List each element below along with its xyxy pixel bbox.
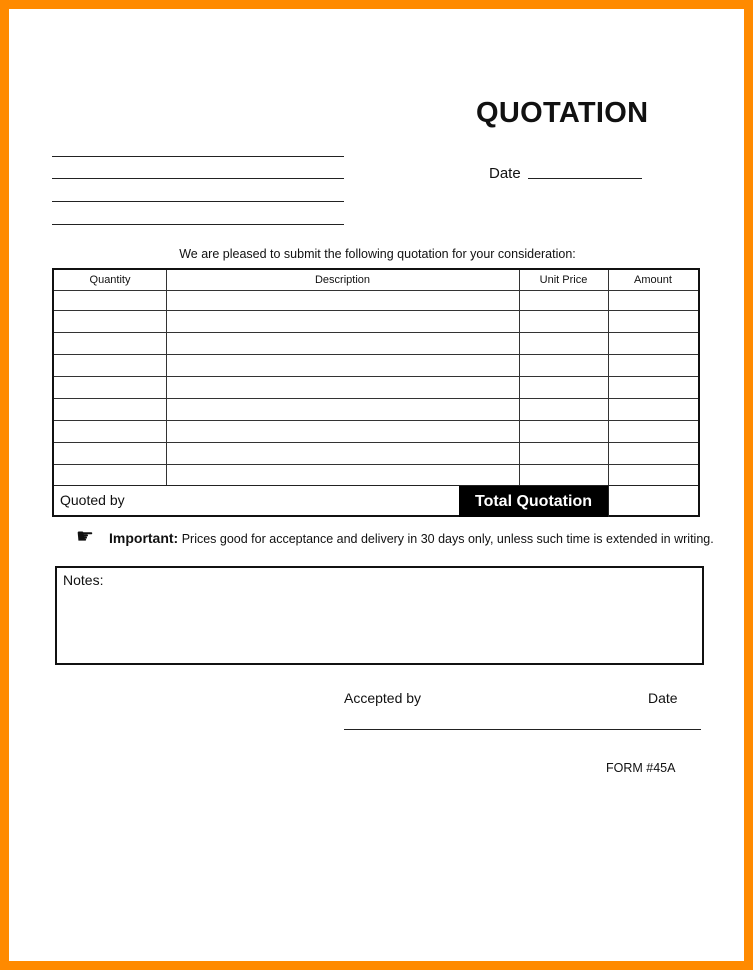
intro-text: We are pleased to submit the following quotation for your consideration: [179,247,576,261]
accept-date-label: Date [648,690,678,706]
table-row[interactable] [54,376,698,377]
quotation-table [52,268,700,517]
col-divider [166,270,167,486]
table-row[interactable] [54,332,698,333]
header-amount: Amount [634,274,672,286]
important-note [109,530,714,546]
address-line-1[interactable] [52,156,344,157]
table-row[interactable] [54,420,698,421]
header-unit-price: Unit Price [539,274,588,286]
date-field[interactable] [528,178,642,179]
table-row[interactable] [54,290,698,291]
table-row[interactable] [54,442,698,443]
table-row[interactable] [54,354,698,355]
table-row[interactable] [54,398,698,399]
col-divider [519,270,520,486]
date-label: Date [489,165,521,182]
form-number: FORM #45A [606,761,676,775]
header-quantity: Quantity [89,274,131,286]
address-line-4[interactable] [52,224,344,225]
address-line-3[interactable] [52,201,344,202]
total-divider [608,486,609,517]
header-description: Description [314,274,371,286]
important-text: Prices good for acceptance and delivery in 30 days only, unless such time is extended in writing. [181,532,714,546]
quoted-by-label: Quoted by [60,492,125,508]
notes-box[interactable] [55,566,704,665]
hand-pointing-right-icon: ☛ [76,526,94,548]
col-divider [608,270,609,486]
important-label: Important: [109,530,179,546]
table-row[interactable] [54,310,698,311]
page-title: QUOTATION [476,97,649,129]
accepted-by-label: Accepted by [344,690,422,706]
notes-label: Notes: [63,572,104,588]
table-row[interactable] [54,464,698,465]
address-line-2[interactable] [52,178,344,179]
signature-line[interactable] [344,729,701,730]
total-quotation-label: Total Quotation [459,486,608,517]
